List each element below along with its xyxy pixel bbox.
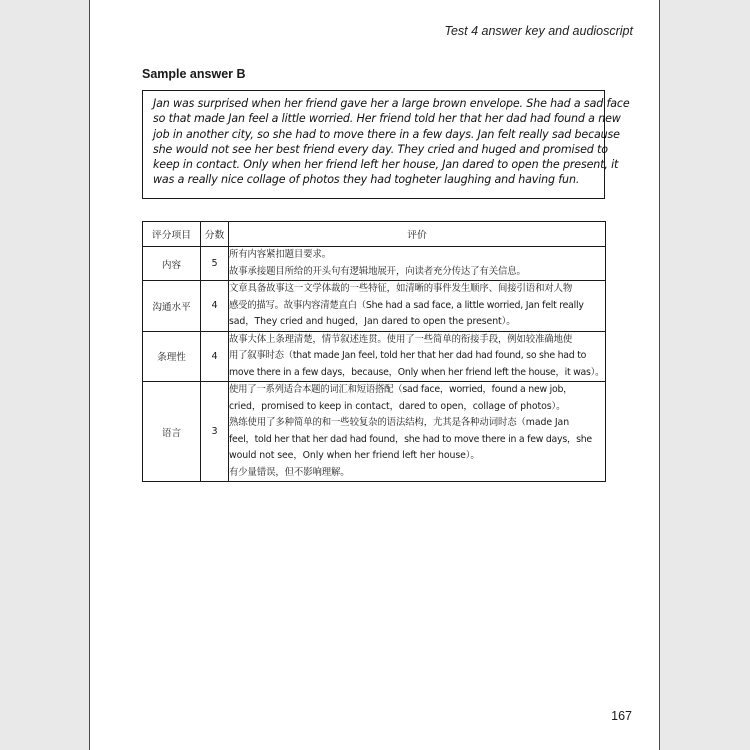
section-title: Sample answer B [142, 67, 246, 81]
table-row-language [143, 382, 606, 482]
document-page [89, 0, 660, 750]
score-cell: 3 [201, 382, 229, 482]
comment-line: 用了叙事时态（that made Jan feel, told her that her dad had found, so she had to [229, 350, 587, 361]
score-cell: 4 [201, 281, 229, 332]
comment-line: 使用了一系列适合本题的词汇和短语搭配（sad face，worried，found a new job， [229, 384, 573, 395]
comment-cell [229, 331, 606, 382]
table-row-content [143, 247, 606, 281]
sample-answer-line: she would not see her best friend every day. They cried and huged and promised to [153, 142, 608, 156]
criterion-cell: 沟通水平 [143, 281, 201, 332]
running-header: Test 4 answer key and audioscript [444, 24, 633, 38]
score-cell: 4 [201, 331, 229, 382]
criterion-cell: 语言 [143, 382, 201, 482]
header-score: 分数 [201, 222, 229, 247]
comment-line: 感受的描写。故事内容清楚直白（She had a sad face, a little worried, Jan felt really [229, 299, 584, 311]
sample-answer-line: was a really nice collage of photos they had togheter laughing and having fun. [153, 173, 580, 187]
comment-line: would not see，Only when her friend left her house）。 [229, 450, 480, 461]
score-cell: 5 [201, 247, 229, 281]
header-comment: 评价 [229, 222, 606, 247]
sample-answer-line: so that made Jan feel a little worried. Her friend told her that her dad had found a new [153, 112, 621, 126]
table-row-communication [143, 281, 606, 332]
comment-line: 故事大体上条理清楚，情节叙述连贯。使用了一些简单的衔接手段，例如较准确地使 [229, 333, 573, 345]
table-header-row [143, 222, 606, 247]
sample-answer-line: Jan was surprised when her friend gave her a large brown envelope. She had a sad face [153, 97, 630, 110]
comment-line: 所有内容紧扣题目要求。 [229, 249, 332, 260]
comment-line: move there in a few days，because，Only when her friend left the house，it was）。 [229, 366, 605, 378]
sample-answer-box [142, 90, 630, 199]
page-number: 167 [611, 709, 632, 723]
comment-cell [229, 247, 606, 281]
sample-answer-line: job in another city, so she had to move there in a few days. Jan felt really sad because [153, 127, 620, 141]
comment-line: feel，told her that her dad had found，she had to move there in a few days，she [229, 433, 592, 445]
comment-line: 熟练使用了多种简单的和一些较复杂的语法结构，尤其是各种动词时态（made Jan [229, 417, 570, 428]
criterion-cell: 内容 [143, 247, 201, 281]
comment-line: cried，promised to keep in contact，dared to open，collage of photos）。 [229, 400, 566, 412]
sample-answer-line: keep in contact. Only when her friend left her house, Jan dared to open the present, it [153, 158, 619, 172]
comment-line: 文章具备故事这一文学体裁的一些特征，如清晰的事件发生顺序、间接引语和对人物 [229, 283, 573, 294]
comment-line: sad，They cried and huged，Jan dared to open the present）。 [229, 316, 516, 327]
header-criterion: 评分项目 [143, 222, 201, 247]
criterion-cell: 条理性 [143, 331, 201, 382]
comment-line: 故事承接题目所给的开头句有逻辑地展开，向读者充分传达了有关信息。 [229, 265, 526, 277]
comment-cell [229, 281, 606, 332]
comment-cell [229, 382, 606, 482]
table-row-organisation [143, 331, 606, 382]
assessment-table [142, 221, 606, 482]
comment-line: 有少量错误，但不影响理解。 [229, 466, 350, 478]
